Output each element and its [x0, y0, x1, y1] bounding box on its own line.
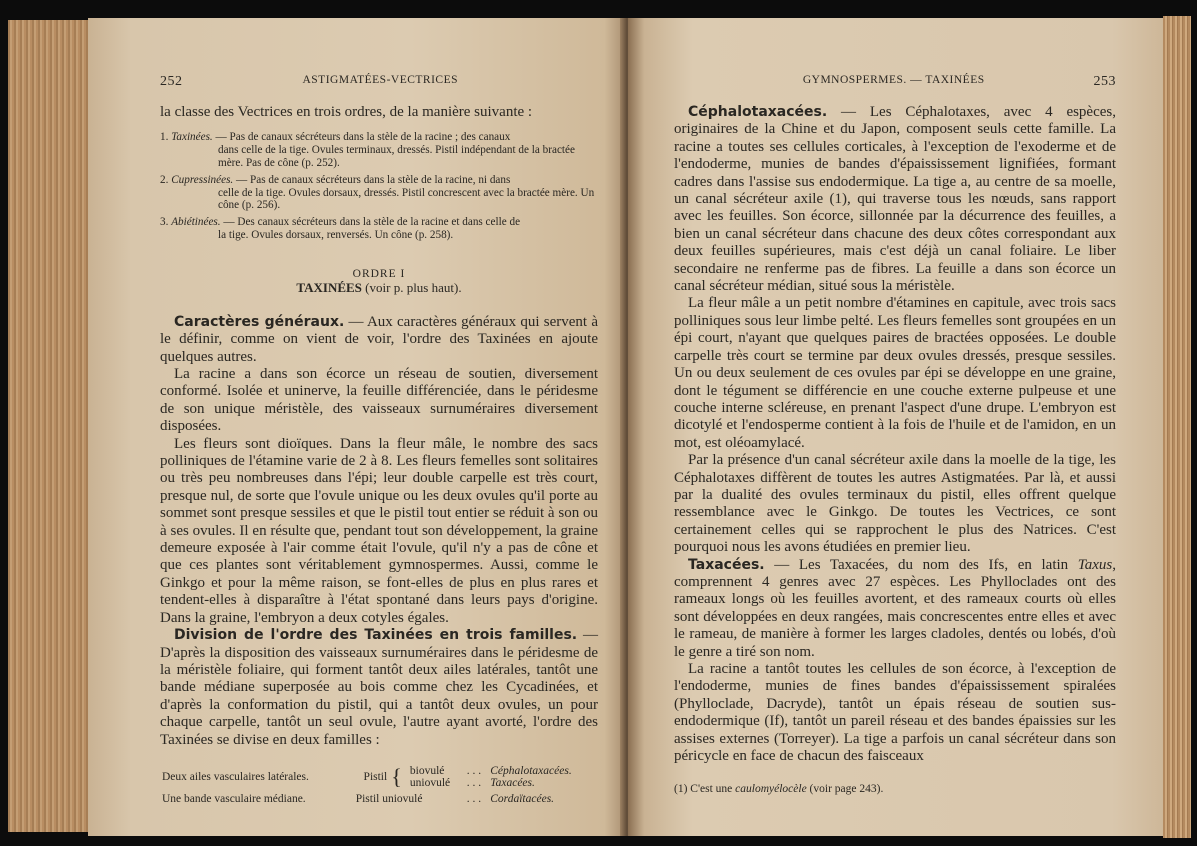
paragraph-racine: La racine a dans son écorce un réseau de soutien, diversement conformé. Isolée et uninerve, la feuille différenciée, dans le péridesme de son unique méristèle, des vaisseaux surnuméraires diversement disposées. — [160, 366, 598, 435]
paragraph-fleur-male: La fleur mâle a un petit nombre d'étamines en capitule, avec trois sacs polliniques sous leur limbe pelté. Les fleurs femelles sont groupées en un épi court, n'ayant que quelques paires de bractées opposées. Le double carpelle très court se termine par deux ovules dressés, presque sessiles. Un ou deux seulement de ces ovules par épi se développe en une graine, dont le tégument se différencie en une couche externe pulpeuse et une couche interne scléreuse, en prenant l'aspect d'une drupe. L'embryon est dicotylé et l'endosperme contient à la fois de l'huile et de l'amidon, en un mot, est oléoamylacé. — [674, 295, 1116, 451]
paragraph-cephalotaxacees — [674, 104, 1116, 295]
list-cont: la tige. Ovules dorsaux, renversés. Un cône (p. 258). — [218, 228, 454, 241]
right-page-number: 253 — [1093, 74, 1116, 89]
scheme-dots: . . . — [466, 792, 482, 805]
paragraph-racine-taxacees: La racine a tantôt toutes les cellules de son écorce, à l'exception de l'endoderme, munies de fines bandes d'épaississement spiralées (Phyllocladе, Dacryde), tantôt un épais réseau de soutien sus-endodermique (If), tantôt un pareil réseau et des bandes épaissies sur les assises externes (Torreyer). La tige a parfois un canal sécréteur dans son péricycle en face de chacun des faisceaux — [674, 661, 1116, 765]
paragraph-presence: Par la présence d'un canal sécréteur axile dans la moelle de la tige, les Céphalotaxes diffèrent de toutes les autres Astigmatées. Par là, et aussi par la dualité des ovules terminaux du pistil, elles offrent quelque ressemblance avec le Ginkgo. De toutes les Vectrices, ce sont certainement celles qui se rapprochent le plus des Natrices. C'est pourquoi nous les avons étudiées en premier lieu. — [674, 452, 1116, 556]
page-edges-right — [1163, 16, 1191, 838]
scheme-label-1: Deux ailes vasculaires latérales. — [162, 770, 309, 783]
footnote-text-2: (voir page 243). — [806, 783, 884, 796]
taxacees-text-2: , comprennent 4 genres avec 27 espèces. Les Phylloclades ont des rameaux longs où les feuilles avortent, et des rameaux courts où elles sont développées en deux rangées, mais concrescentes entre elles et avec le rameau, de manière à former les larges cladoles, dentés ou lobés, d'où le genre a tiré son nom. — [674, 556, 1116, 660]
footnote — [674, 783, 1116, 795]
cephalotaxacees-heading: Céphalotaxacées. — [688, 104, 828, 120]
taxinees-title: TAXINÉES — [296, 279, 362, 295]
scheme-dots: . . . — [466, 764, 482, 777]
list-item — [160, 216, 598, 242]
scheme-biovule: biovulé — [409, 764, 445, 777]
left-running-head — [160, 74, 598, 90]
list-item — [160, 174, 598, 212]
list-item — [160, 131, 598, 169]
taxacees-text-1: — Les Taxacées, du nom des Ifs, en latin — [764, 556, 1078, 573]
list-cont: celle de la tige. Ovules dorsaux, dressés. Pistil concrescent avec la bractée mère. Un cône (p. 256). — [218, 186, 595, 212]
open-book — [8, 16, 1191, 838]
intro-line: la classe des Vectrices en trois ordres, de la manière suivante : — [160, 104, 533, 120]
taxinees-ref: (voir p. plus haut). — [365, 279, 462, 295]
list-name: Abiétinées. — [171, 216, 221, 229]
taxus-word: Taxus — [1077, 556, 1113, 573]
caracteres-text: — Aux caractères généraux qui servent à le définir, comme on vient de voir, l'ordre des Taxinées en ajoute quelques autres. — [160, 313, 598, 365]
list-num: 3. — [160, 216, 169, 229]
scheme-uniovule: uniovulé — [409, 776, 451, 789]
left-page — [88, 18, 626, 836]
page-edges-left — [8, 20, 88, 832]
scheme-label-3: Une bande vasculaire médiane. — [162, 792, 306, 805]
list-num: 1. — [160, 131, 169, 144]
list-num: 2. — [160, 173, 169, 186]
paragraph-fleurs: Les fleurs sont dioïques. Dans la fleur mâle, le nombre des sacs polliniques de l'étamine varie de 2 à 8. Les fleurs femelles sont solitaires ou très peu nombreuses dans l'épi; leur double carpelle est très court, presque nul, de sorte que l'ovule unique ou les deux ovules qu'il porte au sommet sont presque sessiles et que le pistil tout entier se réduit à son ou à ses ovules. Il en résulte que, pendant tout son développement, la graine demeure exposée à l'air comme était l'ovule, qu'il n'y a pas de cône et que ces plantes sont véritablement gymnospermes. Aussi, comme le Ginkgo et pour la même raison, se font-elles de plus en plus rares et tendent-elles à disparaître à l'état spontané dans leurs pays d'origine. Dans la graine, l'embryon a deux cotyles égales. — [160, 435, 598, 626]
list-text: — Pas de canaux sécréteurs dans la stèle de la racine ; des canaux — [215, 131, 511, 144]
footnote-italic: caulomyélocèle — [735, 783, 807, 796]
paragraph-caracteres — [160, 314, 598, 366]
right-running-head — [674, 74, 1116, 90]
cephalotaxacees-text: — Les Céphalotaxes, avec 4 espèces, originaires de la Chine et du Japon, composent seuls cette famille. La racine a toutes ses cellules corticales, à l'exception de l'exoderme et de l'endoderme, munies de bandes d'épaississement lignifiées, formant cadres dans l'assise sus endodermique. La tige a, au centre de sa moelle, un canal sécréteur axile (1), qui traverse tous les nœuds, sans rapport avec les feuilles. Son écorce, sillonnée par la décurrence des feuilles, a bien un canal sécréteur dans chacune des deux côtes correspondant aux deux feuilles supérieures, mais c'est déjà un canal foliaire. Le liber secondaire ne renferme pas de fibres. La feuille a dans son écorce un canal sécréteur médian, situé sous la méristèle. — [674, 104, 1116, 295]
left-running-title: ASTIGMATÉES-VECTRICES — [302, 74, 459, 86]
family-scheme — [160, 765, 598, 805]
footnote-text-1: (1) C'est une — [674, 783, 736, 796]
scheme-dots: . . . — [466, 776, 482, 789]
list-name: Taxinées. — [171, 131, 213, 144]
taxinees-heading — [160, 280, 598, 296]
right-running-title: GYMNOSPERMES. — TAXINÉES — [802, 74, 985, 86]
taxacees-heading: Taxacées. — [688, 556, 765, 573]
right-page — [628, 18, 1166, 836]
division-text: — D'après la disposition des vaisseaux surnuméraires dans le péridesme de la méristèle foliaire, qui forment tantôt deux ailes latérales, tantôt une bande médiane superposée au bois comme chez les Cycadinées, et d'après la conformation du pistil, qui a tantôt deux ovules, un pour chaque carpelle, tantôt un seul ovule, l'autre ayant avorté, l'ordre des Taxinées se divise en deux familles : — [160, 627, 598, 748]
table-row — [160, 789, 598, 805]
list-text: — Des canaux sécréteurs dans la stèle de la racine et dans celle de — [223, 216, 521, 229]
paragraph-taxacees — [674, 557, 1116, 661]
ordre-heading: ORDRE I — [352, 267, 406, 280]
list-name: Cupressinées. — [171, 173, 234, 186]
scheme-pistil: Pistil — [363, 770, 388, 783]
caracteres-heading: Caractères généraux. — [174, 313, 345, 330]
list-text: — Pas de canaux sécréteurs dans la stèle de la racine, ni dans — [236, 173, 511, 186]
brace-icon: { — [391, 763, 402, 789]
scheme-cephalo: Céphalotaxacées. — [490, 764, 572, 777]
division-heading: Division de l'ordre des Taxinées en trois familles. — [174, 627, 578, 644]
table-row — [160, 765, 598, 777]
list-cont: dans celle de la tige. Ovules terminaux, dressés. Pistil indépendant de la bractée mère. Pas de cône (p. 252). — [218, 144, 575, 169]
left-page-number: 252 — [160, 74, 183, 89]
scheme-pistil-uniovule: Pistil uniovulé — [355, 792, 423, 805]
paragraph-division — [160, 627, 598, 749]
scheme-cordaitacees: Cordaïtacées. — [490, 792, 555, 805]
scheme-taxacees: Taxacées. — [490, 776, 535, 789]
